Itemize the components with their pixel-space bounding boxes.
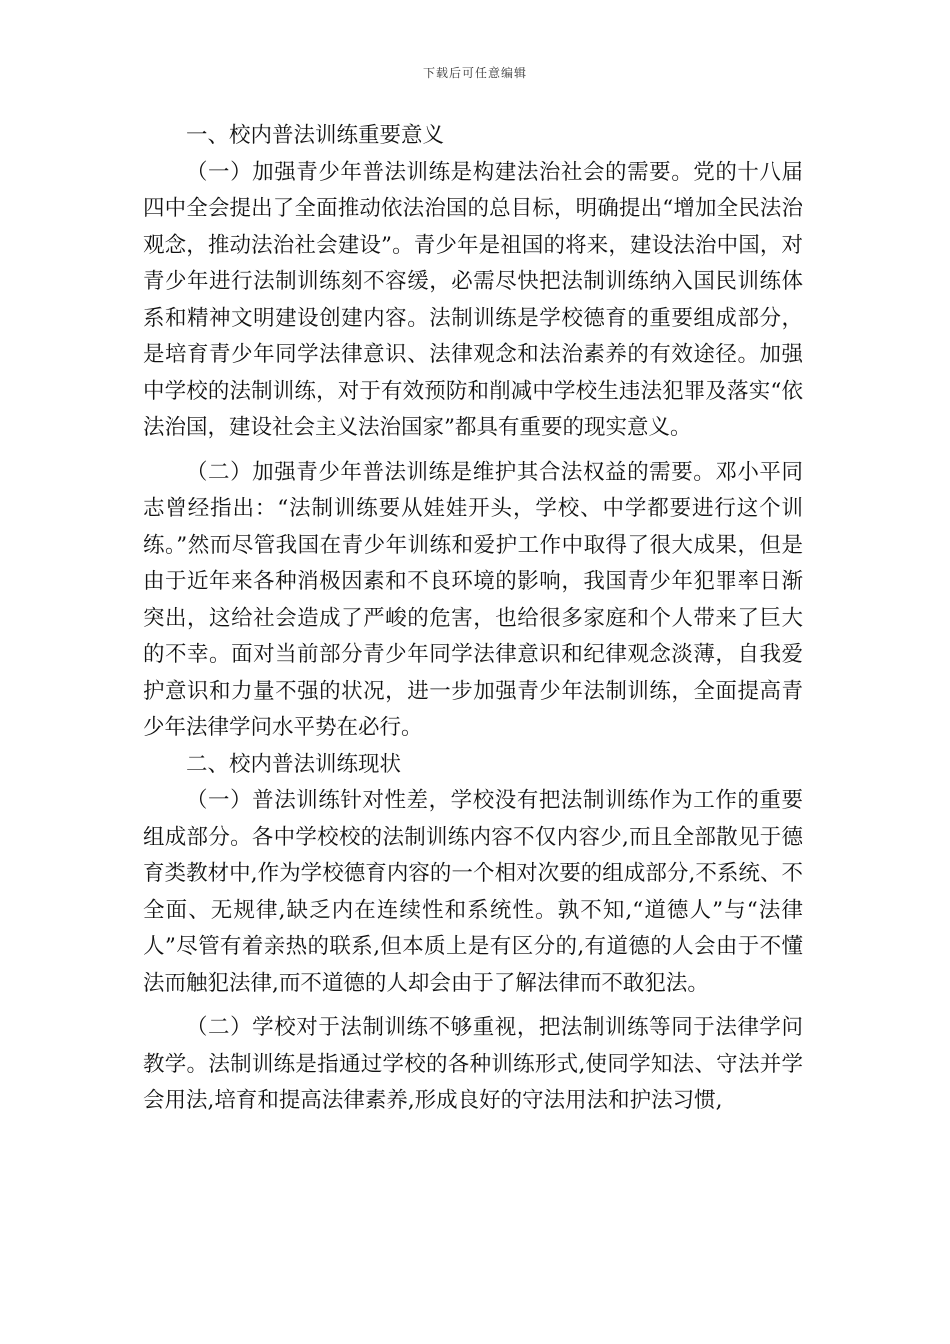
document-body: [143, 118, 803, 1120]
page-header: 下载后可任意编辑: [422, 66, 527, 80]
section-heading-2: 二、校内普法训练现状: [186, 751, 402, 777]
paragraph-2: （二）加强青少年普法训练是维护其合法权益的需要。邓小平同志曾经指出：“法制训练要从娃娃开头，学校、中学都要进行这个训练。”然而尽管我国在青少年训练和爱护工作中取得了很大成果，但是由于近年来各种消极因素和不良环境的影响，我国青少年犯罪率日渐突出，这给社会造成了严峻的危害，也给很多家庭和个人带来了巨大的不幸。面对当前部分青少年同学法律意识和纪律观念淡薄，自我爱护意识和力量不强的状况，进一步加强青少年法制训练，全面提高青少年法律学问水平势在必行。: [143, 459, 803, 740]
paragraph-4: （二）学校对于法制训练不够重视，把法制训练等同于法律学问教学。法制训练是指通过学校的各种训练形式,使同学知法、守法并学会用法,培育和提高法律素养,形成良好的守法用法和护法习惯,: [143, 1015, 803, 1113]
paragraph-3: （一）普法训练针对性差，学校没有把法制训练作为工作的重要组成部分。各中学校校的法制训练内容不仅内容少,而且全部散见于德育类教材中,作为学校德育内容的一个相对次要的组成部分,不系统、不全面、无规律,缺乏内在连续性和系统性。孰不知,“道德人”与“法律人”尽管有着亲热的联系,但本质上是有区分的,有道德的人会由于不懂法而触犯法律,而不道德的人却会由于了解法律而不敢犯法。: [143, 788, 803, 996]
section-heading-1: 一、校内普法训练重要意义: [186, 123, 445, 148]
paragraph-1: （一）加强青少年普法训练是构建法治社会的需要。党的十八届四中全会提出了全面推动依法治国的总目标，明确提出“增加全民法治观念，推动法治社会建设”。青少年是祖国的将来，建设法治中国，对青少年进行法制训练刻不容缓，必需尽快把法制训练纳入国民训练体系和精神文明建设创建内容。法制训练是学校德育的重要组成部分，是培育青少年同学法律意识、法律观念和法治素养的有效途径。加强中学校的法制训练，对于有效预防和削减中学校生违法犯罪及落实“依法治国，建设社会主义法治国家”都具有重要的现实意义。: [143, 159, 803, 440]
